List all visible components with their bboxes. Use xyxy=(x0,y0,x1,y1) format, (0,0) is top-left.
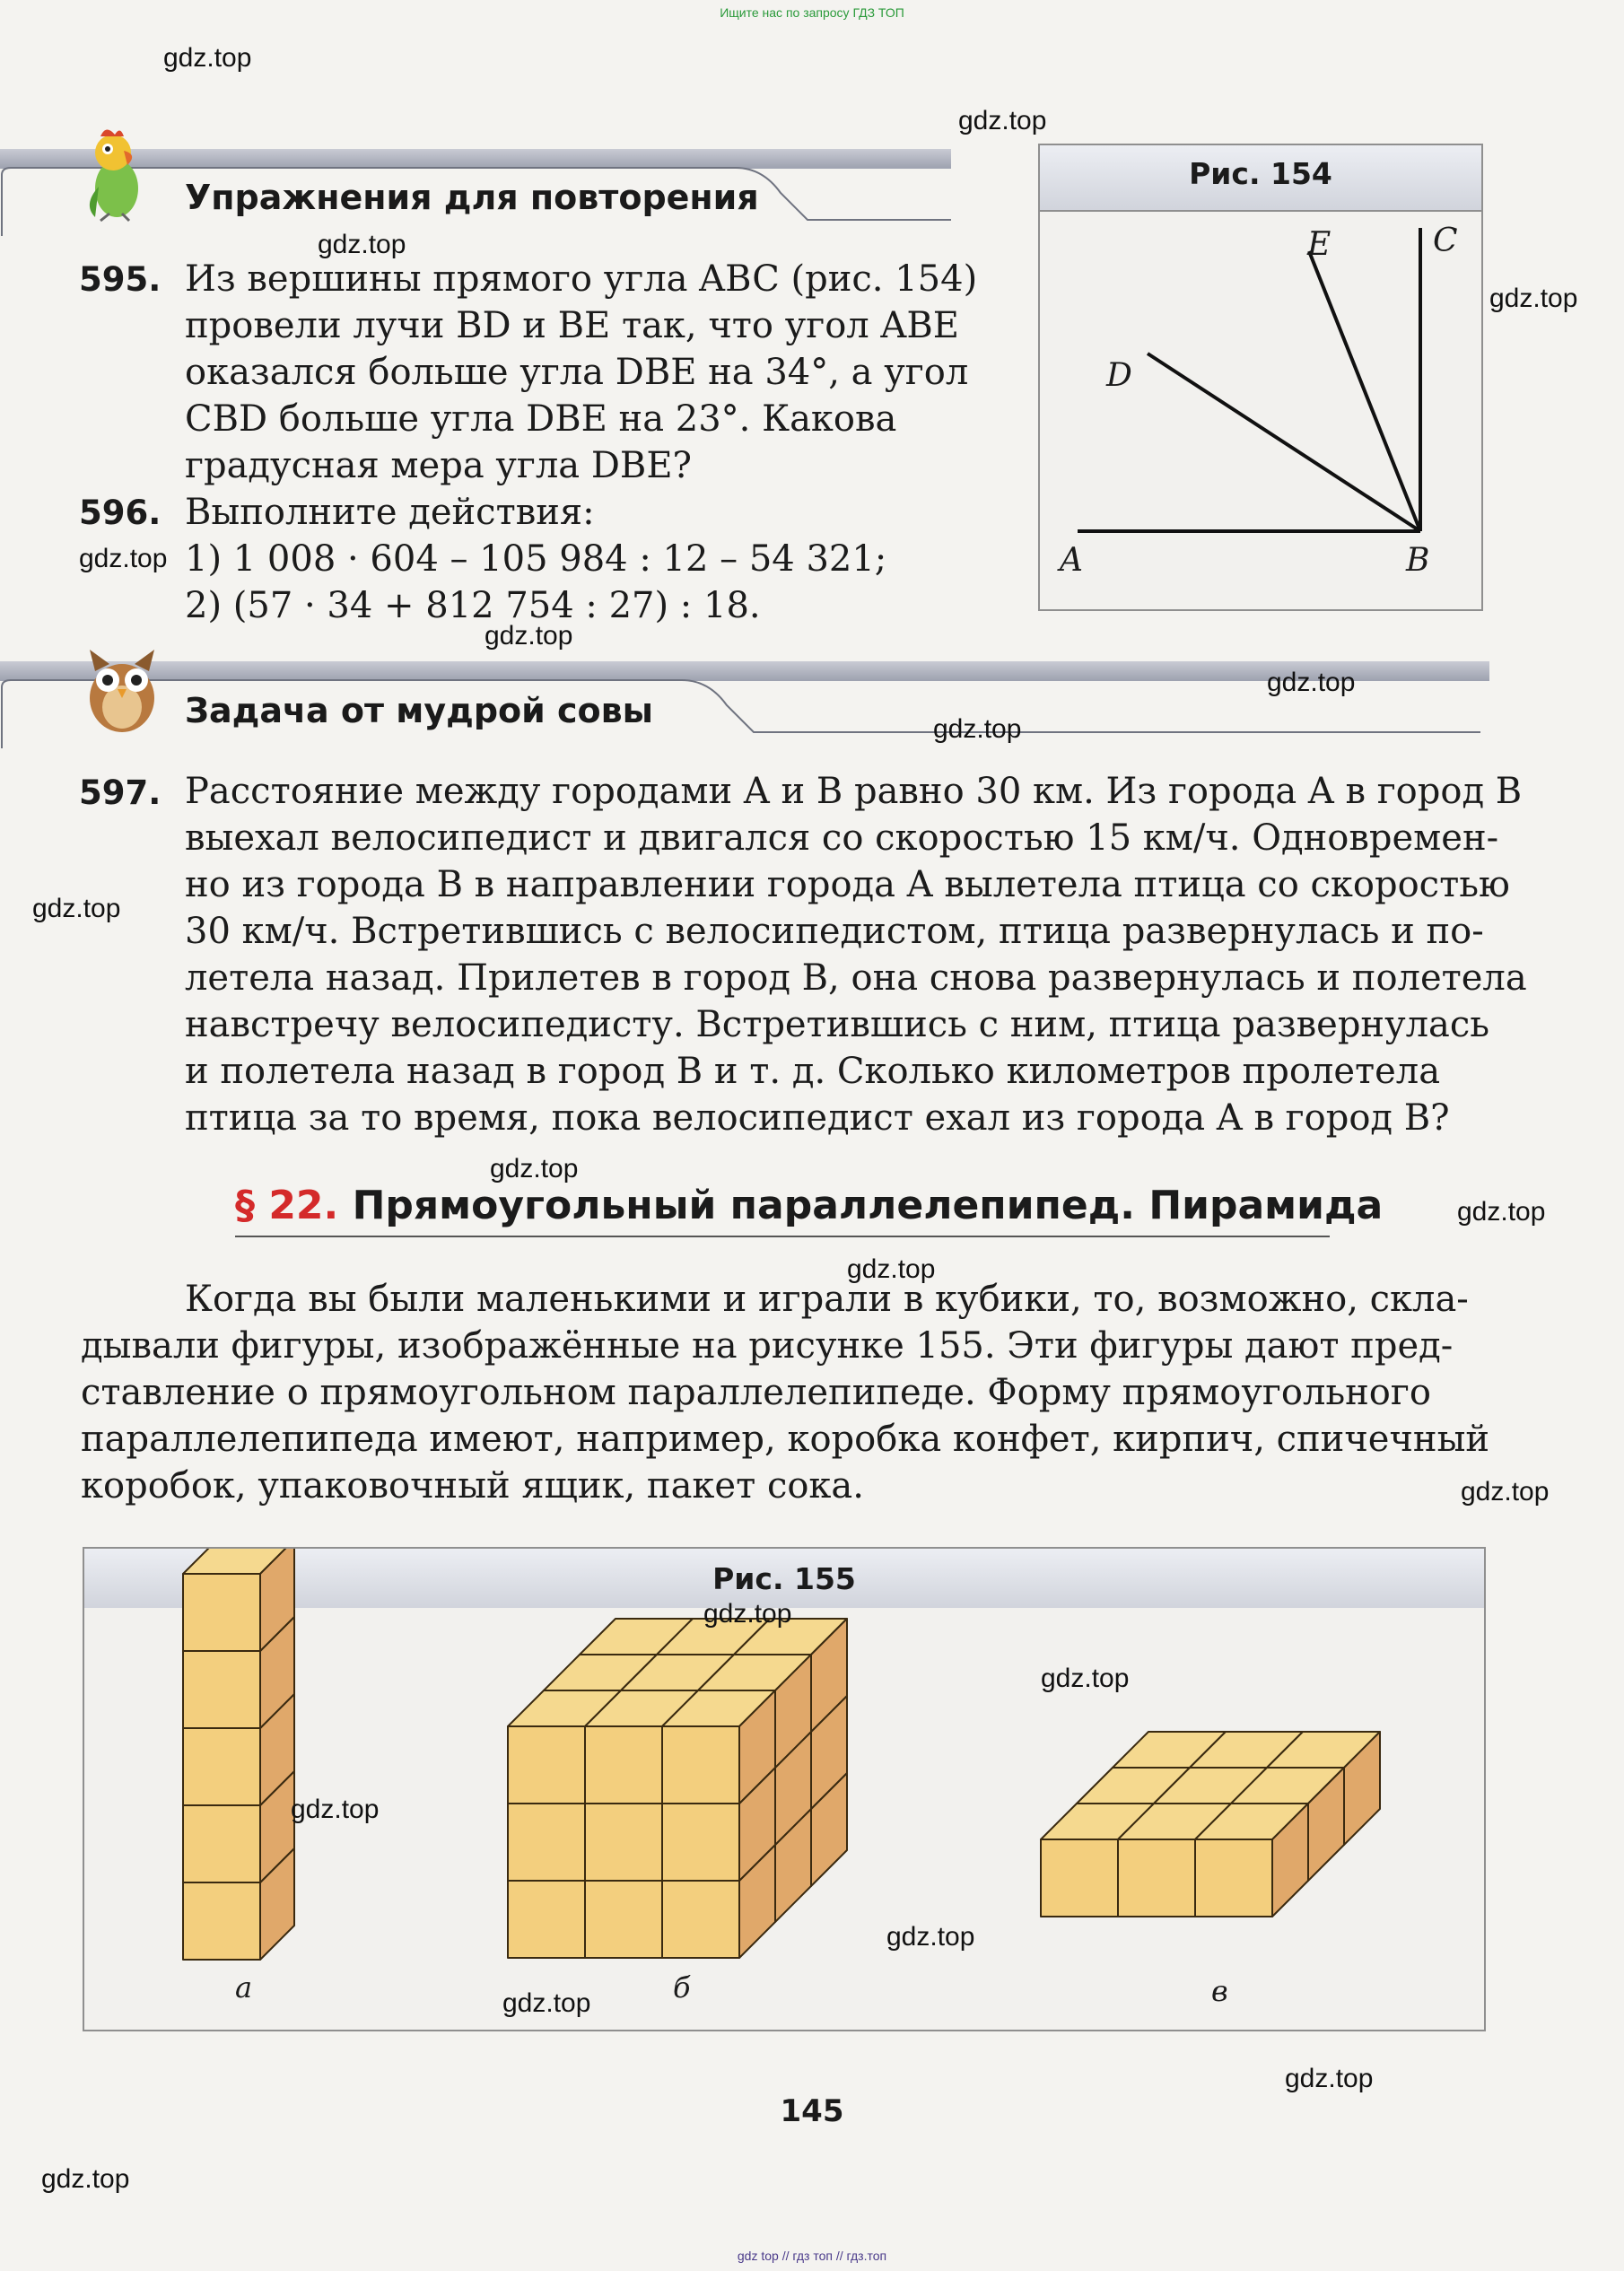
problem-text-line: 1) 1 008 · 604 – 105 984 : 12 – 54 321; xyxy=(185,538,887,580)
problem-text-line: CBD больше угла DBE на 23°. Какова xyxy=(185,398,897,440)
problem-text-line: оказался больше угла DBE на 34°, а угол xyxy=(185,352,969,393)
watermark: gdz.top xyxy=(1457,1197,1546,1227)
problem-text-line: 2) (57 · 34 + 812 754 : 27) : 18. xyxy=(185,585,761,626)
block-front-cell xyxy=(585,1726,662,1804)
problem-text-line: но из города B в направлении города A вылетела птица со скоростью xyxy=(185,864,1510,905)
block-front-cell xyxy=(508,1881,585,1958)
watermark: gdz.top xyxy=(502,1988,591,2018)
block-front-cell xyxy=(508,1726,585,1804)
watermark: gdz.top xyxy=(1489,284,1578,313)
block-front-cell xyxy=(585,1804,662,1881)
top-site-note: Ищите нас по запросу ГДЗ ТОП xyxy=(720,5,904,20)
page-number: 145 xyxy=(780,2093,844,2129)
block-front-cell xyxy=(662,1881,739,1958)
watermark: gdz.top xyxy=(933,714,1022,744)
paragraph-heading xyxy=(235,1183,1383,1228)
figure-label-b: б xyxy=(673,1970,691,2005)
watermark: gdz.top xyxy=(1041,1664,1130,1693)
problem-text-line: провели лучи BD и BE так, что угол ABE xyxy=(185,305,959,346)
watermark: gdz.top xyxy=(1267,668,1356,697)
point-a-label: A xyxy=(1060,542,1083,579)
paragraph-line: параллелепипеда имеют, например, коробка конфет, кирпич, спичечный xyxy=(81,1419,1490,1460)
point-d-label: D xyxy=(1106,357,1132,394)
problem-text-line: Расстояние между городами A и B равно 30 км. Из города A в город B xyxy=(185,771,1523,812)
watermark: gdz.top xyxy=(163,43,252,73)
review-section-title: Упражнения для повторения xyxy=(185,178,759,217)
tower-front-cell xyxy=(183,1882,260,1960)
tower-front-cell xyxy=(183,1805,260,1882)
problem-number: 597. xyxy=(79,773,162,812)
tower-front-cell xyxy=(183,1574,260,1651)
problem-text-line: Из вершины прямого угла ABC (рис. 154) xyxy=(185,258,978,300)
problem-text-line: птица за то время, пока велосипедист ехал из города A в город B? xyxy=(185,1097,1450,1139)
watermark: gdz.top xyxy=(958,106,1047,135)
problem-text-line: навстречу велосипедисту. Встретившись с ним, птица развернулась xyxy=(185,1004,1490,1045)
watermark: gdz.top xyxy=(1285,2064,1374,2093)
slab-front-cell xyxy=(1118,1839,1195,1917)
watermark: gdz.top xyxy=(291,1795,380,1824)
point-e-label: E xyxy=(1307,226,1332,263)
problem-text-line: 30 км/ч. Встретившись с велосипедистом, птица развернулась и по- xyxy=(185,911,1484,952)
owl-section-title: Задача от мудрой совы xyxy=(185,691,654,730)
figure-label-a: а xyxy=(235,1970,253,2005)
block-front-cell xyxy=(585,1881,662,1958)
watermark: gdz.top xyxy=(41,2164,130,2194)
problem-text-line: и полетела назад в город B и т. д. Сколько километров пролетела xyxy=(185,1051,1441,1092)
block-front-cell xyxy=(508,1804,585,1881)
problem-number: 595. xyxy=(79,260,162,299)
ray-bd xyxy=(1148,354,1420,531)
watermark: gdz.top xyxy=(79,544,168,573)
watermark: gdz.top xyxy=(490,1154,579,1184)
parrot-icon xyxy=(74,124,163,223)
bottom-site-note: gdz top // гдз топ // гдз.топ xyxy=(737,2249,887,2263)
block-front-cell xyxy=(662,1726,739,1804)
slab-front-cell xyxy=(1195,1839,1272,1917)
block-front-cell xyxy=(662,1804,739,1881)
paragraph-line: ставление о прямоугольном параллелепипеде. Форму прямоугольного xyxy=(81,1372,1431,1413)
paragraph-title: Прямоугольный параллелепипед. Пирамида xyxy=(352,1183,1384,1228)
paragraph-line: коробок, упаковочный ящик, пакет сока. xyxy=(81,1465,864,1507)
watermark: gdz.top xyxy=(847,1254,936,1284)
problem-text-line: градусная мера угла DBE? xyxy=(185,445,692,486)
problem-title: Выполните действия: xyxy=(185,492,595,533)
watermark: gdz.top xyxy=(1461,1477,1550,1507)
paragraph-line: дывали фигуры, изображённые на рисунке 155. Эти фигуры дают пред- xyxy=(81,1325,1454,1367)
paragraph-line: Когда вы были маленькими и играли в кубики, то, возможно, скла- xyxy=(185,1279,1469,1320)
problem-number: 596. xyxy=(79,494,162,532)
watermark: gdz.top xyxy=(485,621,573,651)
figure-155-caption: Рис. 155 xyxy=(712,1561,856,1596)
problem-text-line: выехал велосипедист и двигался со скоростью 15 км/ч. Одновремен- xyxy=(185,817,1499,859)
watermark: gdz.top xyxy=(886,1922,975,1952)
watermark: gdz.top xyxy=(318,230,406,259)
owl-icon xyxy=(77,644,167,734)
tower-front-cell xyxy=(183,1728,260,1805)
paragraph-underline xyxy=(235,1235,1330,1238)
figure-label-v: в xyxy=(1211,1974,1228,2008)
figure-154-caption: Рис. 154 xyxy=(1189,156,1332,191)
ray-be xyxy=(1309,251,1420,531)
tower-front-cell xyxy=(183,1651,260,1728)
point-c-label: C xyxy=(1433,223,1458,259)
watermark: gdz.top xyxy=(32,894,121,923)
paragraph-sign: § 22. xyxy=(235,1183,339,1228)
watermark: gdz.top xyxy=(703,1599,792,1629)
problem-text-line: летела назад. Прилетев в город B, она снова развернулась и полетела xyxy=(185,957,1527,999)
figure-154 xyxy=(1038,144,1483,611)
point-b-label: B xyxy=(1406,542,1430,579)
slab-front-cell xyxy=(1041,1839,1118,1917)
